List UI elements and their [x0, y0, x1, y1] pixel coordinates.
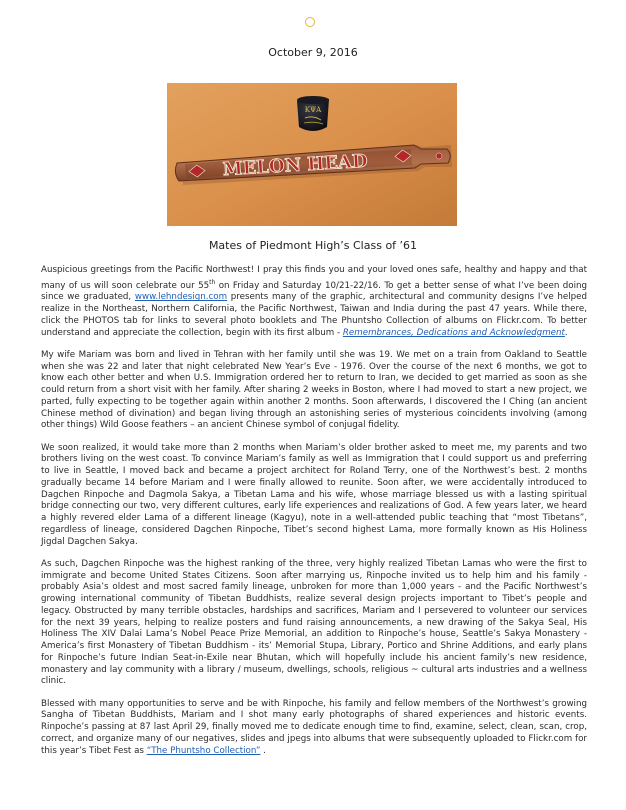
- cup-letters: ΚΨΑ: [304, 106, 322, 114]
- paragraph-2: My wife Mariam was born and lived in Tehran with her family until she was 19. We met on a train from Oakland to Seattle when she was 22 and later that night celebrated New Year’s Eve - 1976. Over the course of the next 6 months, we got to know each other better and when U.S. Immigration ordered her to return to Iran, we decided to get married as soon as she could return from a short visit with her family. After sharing 2 weeks in Boston, where I had moved to start a new project, we parted, fully expecting to be together again within another 2 months. Soon afterwards, I discovered the I Ching (an ancient Chinese method of divination) and began living through an astonishing series of mysterious coincidents involving (among other things) Wild Goose feathers – an ancient Chinese symbol of conjugal fidelity.: [41, 349, 587, 431]
- paragraph-text: presents many of the graphic, architectural and community designs I’ve helped realize in the Northeast, Northern California, the Pacific Northwest, Taiwan and India during the past 47 years. While there, click the PHOTOS tab for links to several photo booklets and The Phuntsho Collection of albums on Flickr.com. To better understand and appreciate the collection, begin with its first album -: [41, 292, 587, 338]
- paragraph-1: [41, 265, 587, 339]
- paragraph-text: .: [564, 327, 568, 338]
- melon-head-photo: [167, 83, 457, 226]
- ornament-icon: [305, 17, 315, 27]
- superscript-th: th: [209, 278, 216, 286]
- paragraph-text: .: [260, 745, 266, 756]
- paragraph-text: on Friday and Saturday 10/21-22/16. To get a better sense of what I’ve been doing since we graduated,: [41, 280, 588, 303]
- letter-date: October 9, 2016: [268, 46, 358, 59]
- paddle-text: MELON HEAD: [222, 150, 369, 181]
- remembrances-album-link[interactable]: Remembrances, Dedications and Acknowledgment: [342, 327, 565, 338]
- lehndesign-link[interactable]: www.lehndesign.com: [134, 292, 228, 303]
- paragraph-4: As such, Dagchen Rinpoche was the highest ranking of the three, very highly realized Tibetan Lamas who were the first to immigrate and become United States Citizens. Soon after marrying us, Rinpoche invited us to help him and his family - probably Asia’s oldest and most sacred family lineage, unbroken for more than 1,000 years - and the Pacific Northwest’s growing international community of Tibetan Buddhists, realize several design projects important to Tibet’s people and legacy. Obstructed by many terrible obstacles, hardships and sacrifices, Mariam and I persevered to volunteer our services for the next 39 years, helping to realize posters and fund raising announcements, a new drawing of the Sakya Seal, His Holiness The XIV Dalai Lama’s Nobel Peace Prize Memorial, an addition to Rinpoche’s house, Seattle’s Sakya Monastery - America’s first Monastery of Tibetan Buddhism - its’ Memorial Stupa, Library, Portico and Shrine Additions, and early plans for Rinpoche’s future Indian Seat-in-Exile near Bhutan, which will hopefully include his ancient family’s new residence, monastery and lay community with a library / museum, dwellings, schools, religious ~ cultural arts industries and a wellness clinic.: [41, 558, 587, 687]
- paragraph-5: [41, 699, 587, 758]
- paragraph-text: Blessed with many opportunities to serve and be with Rinpoche, his family and fellow members of the Northwest’s growing Sangha of Tibetan Buddhists, Mariam and I shot many early photographs of shared experiences and historic events. Rinpoche’s passing at 87 last April 29, finally moved me to dedicate enough time to find, examine, select, clean, scan, crop, correct, and organize many of our negatives, slides and jpegs into albums that were subsequently uploaded to Flickr.com for this year’s Tibet Fest as: [41, 698, 587, 756]
- photo-caption: Mates of Piedmont High’s Class of ’61: [208, 239, 418, 252]
- letter-body: [41, 265, 587, 768]
- phuntsho-collection-link[interactable]: “The Phuntsho Collection”: [146, 745, 261, 756]
- paragraph-3: We soon realized, it would take more than 2 months when Mariam’s older brother asked to meet me, my parents and two brothers living on the west coast. To convince Mariam’s family as well as Immigration that I could support us and preferring to live in Seattle, I moved back and became a project architect for Roland Terry, one of the Northwest’s best. 2 months gradually became 14 before Mariam and I were finally allowed to reunite. Soon after, we were accidentally introduced to Dagchen Rinpoche and Dagmola Sakya, a Tibetan Lama and his wife, whose marriage blessed us with a lasting spiritual bridge connecting our two, very different cultures, early life experiences and realizations of God. A few years later, we heard a highly revered elder Lama of a different lineage (Kagyu), note in a well-attended public teaching that “most Tibetans”, regardless of lineage, considered Dagchen Rinpoche, Tibet’s second highest Lama, more formally known as His Holiness Jigdal Dagchen Sakya.: [41, 442, 587, 547]
- paragraph-text: Auspicious greetings from the Pacific Northwest! I pray this finds you and your loved ones safe, healthy and happy and that many of us will soon celebrate our 55: [41, 265, 587, 291]
